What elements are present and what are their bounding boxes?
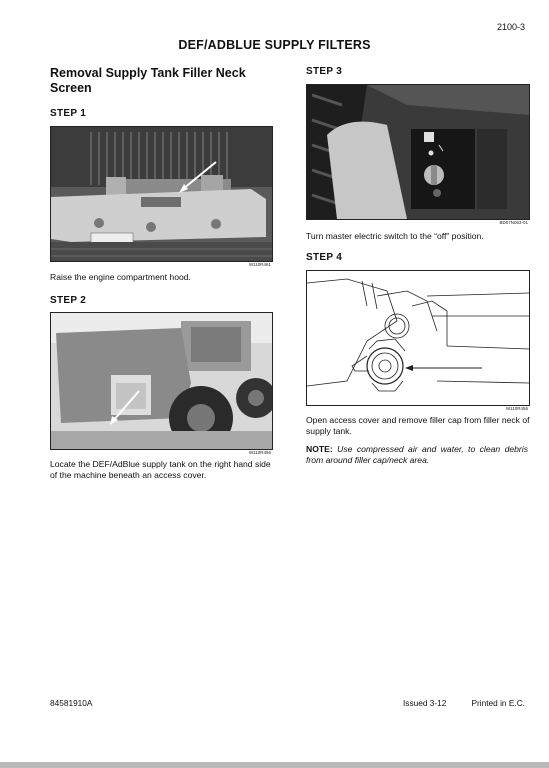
note-block: [306, 444, 528, 466]
step-1-label: STEP 1: [50, 108, 87, 119]
note-label: NOTE:: [306, 444, 333, 454]
footer-part-number: 84581910A: [50, 698, 93, 708]
step-3-label: STEP 3: [306, 66, 343, 77]
step-1-photo: [50, 126, 273, 262]
page-number: 2100-3: [496, 22, 525, 32]
step-1-figure-id: W110R461: [248, 262, 271, 267]
page-bottom-bar: [0, 762, 549, 768]
step-4-illustration: [306, 270, 530, 406]
step-2-figure-id: W110R456: [248, 450, 271, 455]
step-3-caption: Turn master electric switch to the “off” position.: [306, 231, 484, 241]
step-2-photo: [50, 312, 273, 450]
step-2-caption: Locate the DEF/AdBlue supply tank on the right hand side of the machine beneath an access cover.: [50, 459, 271, 480]
page-title: DEF/ADBLUE SUPPLY FILTERS: [178, 38, 371, 52]
note-text: Use compressed air and water, to clean debris from around filler cap/neck area.: [306, 444, 528, 465]
step-3-figure-id: BD07N063-01: [499, 220, 528, 225]
footer-printed: Printed in E.C.: [471, 698, 525, 708]
step-4-caption: Open access cover and remove filler cap from filler neck of supply tank.: [306, 415, 530, 436]
section-title: Removal Supply Tank Filler Neck Screen: [50, 66, 246, 95]
footer-issued: Issued 3-12: [403, 698, 447, 708]
step-3-photo: [306, 84, 530, 220]
step-4-label: STEP 4: [306, 252, 343, 263]
step-1-caption: Raise the engine compartment hood.: [50, 272, 191, 282]
step-2-label: STEP 2: [50, 295, 87, 306]
step-4-figure-id: W110R456: [505, 406, 528, 411]
